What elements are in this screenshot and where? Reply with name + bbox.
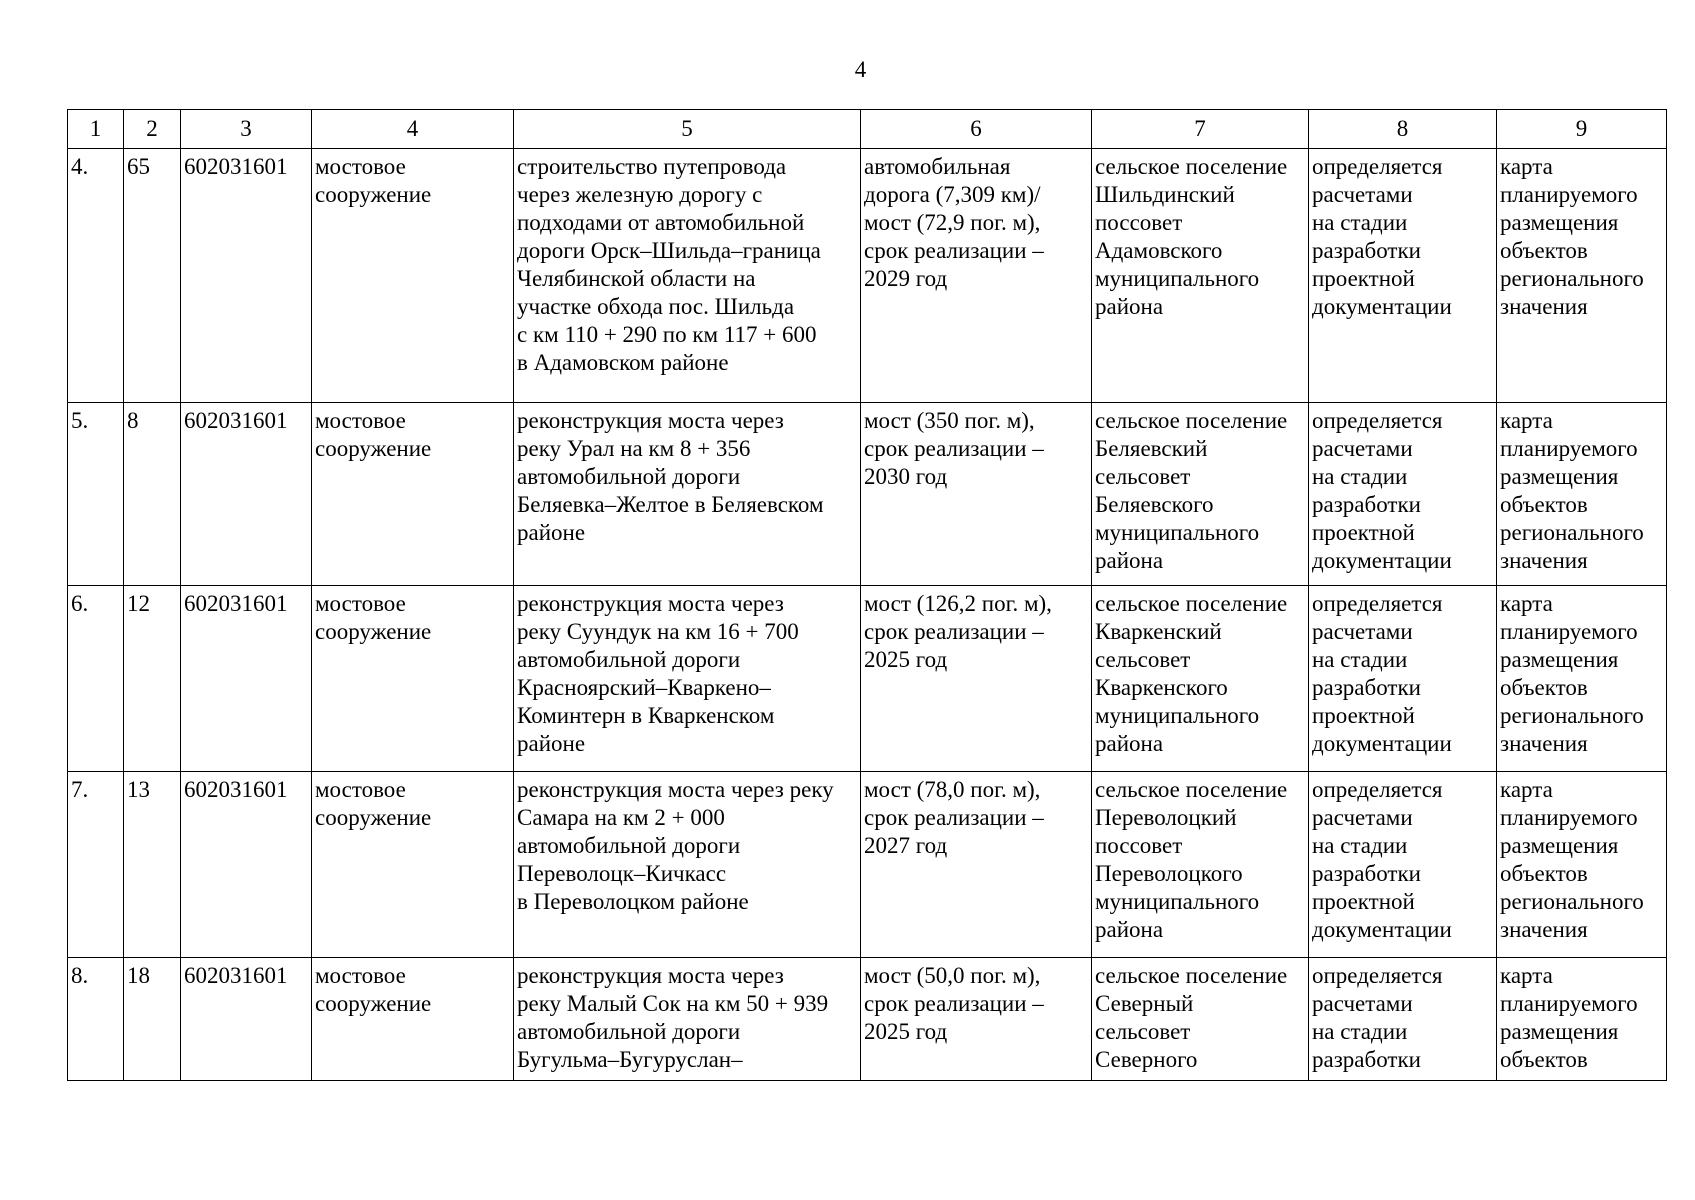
oktmo-code-cell: 602031601 — [181, 958, 312, 1081]
cell-line: расчетами — [1312, 805, 1413, 830]
location-cell — [1092, 772, 1309, 958]
cell-line: реку Суундук на км 16 + 700 — [517, 619, 799, 644]
cell-line: реконструкция моста через — [517, 591, 784, 616]
oktmo-code-cell: 602031601 — [181, 149, 312, 403]
cell-line: расчетами — [1312, 991, 1413, 1016]
column-header-6: 6 — [861, 110, 1092, 149]
cell-line: определяется — [1312, 591, 1443, 616]
map-reference-cell — [1497, 586, 1667, 772]
cell-line: сельсовет — [1095, 647, 1191, 672]
cell-line: 2027 год — [864, 833, 948, 858]
object-type-cell — [312, 958, 514, 1081]
cell-line: Кваркенского — [1095, 675, 1228, 700]
cell-line: карта — [1500, 408, 1553, 433]
cell-line: определяется — [1312, 408, 1443, 433]
cell-line: сельское поселение — [1095, 777, 1288, 802]
cell-line: Беляевского — [1095, 492, 1214, 517]
cell-line: разработки — [1312, 675, 1421, 700]
cell-line: реконструкция моста через — [517, 963, 784, 988]
cell-line: документации — [1312, 731, 1452, 756]
cell-line: участке обхода пос. Шильда — [517, 294, 795, 319]
cell-line: расчетами — [1312, 182, 1413, 207]
cell-line: муниципального — [1095, 520, 1260, 545]
cell-line: планируемого — [1500, 805, 1638, 830]
cell-line: регионального — [1500, 266, 1644, 291]
row-number-cell: 4. — [68, 149, 124, 403]
cell-line: размещения — [1500, 647, 1619, 672]
cell-line: документации — [1312, 294, 1452, 319]
cell-line: строительство путепровода — [517, 154, 787, 179]
object-description-cell — [514, 403, 861, 586]
cell-line: района — [1095, 548, 1164, 573]
row-number-cell: 6. — [68, 586, 124, 772]
cell-line: Шильдинский — [1095, 182, 1235, 207]
cell-line: срок реализации – — [864, 436, 1044, 461]
cell-line: района — [1095, 731, 1164, 756]
cell-line: муниципального — [1095, 889, 1260, 914]
cell-line: Самара на км 2 + 000 — [517, 805, 725, 830]
cell-line: документации — [1312, 548, 1452, 573]
item-code-cell: 65 — [124, 149, 181, 403]
cell-line: размещения — [1500, 1019, 1619, 1044]
characteristics-cell — [861, 403, 1092, 586]
cell-line: мостовое — [315, 408, 406, 433]
characteristics-cell — [861, 772, 1092, 958]
cell-line: разработки — [1312, 1047, 1421, 1072]
cell-line: Коминтерн в Кваркенском — [517, 703, 775, 728]
cell-line: регионального — [1500, 703, 1644, 728]
cell-line: реку Малый Сок на км 50 + 939 — [517, 991, 829, 1016]
cell-line: мостовое — [315, 154, 406, 179]
column-header-3: 3 — [181, 110, 312, 149]
cell-line: 2030 год — [864, 464, 948, 489]
table-row — [68, 586, 1667, 772]
cell-line: районе — [517, 520, 586, 545]
cell-line: сельсовет — [1095, 1019, 1191, 1044]
column-header-7: 7 — [1092, 110, 1309, 149]
item-code-cell: 12 — [124, 586, 181, 772]
cell-line: мостовое — [315, 777, 406, 802]
characteristics-cell — [861, 586, 1092, 772]
cell-line: документации — [1312, 917, 1452, 942]
cell-line: сельское поселение — [1095, 408, 1288, 433]
cell-line: Челябинской области на — [517, 266, 756, 291]
cell-line: определяется — [1312, 963, 1443, 988]
cell-line: Переволоцкого — [1095, 861, 1243, 886]
cell-line: реку Урал на км 8 + 356 — [517, 436, 751, 461]
item-code-cell: 13 — [124, 772, 181, 958]
cell-line: срок реализации – — [864, 805, 1044, 830]
cell-line: объектов — [1500, 675, 1588, 700]
cell-line: проектной — [1312, 889, 1415, 914]
cell-line: сельское поселение — [1095, 154, 1288, 179]
table-header-row — [68, 110, 1667, 149]
cell-line: реконструкция моста через — [517, 408, 784, 433]
cell-line: Бугульма–Бугуруслан– — [517, 1047, 743, 1072]
cell-line: разработки — [1312, 492, 1421, 517]
cell-line: с км 110 + 290 по км 117 + 600 — [517, 322, 817, 347]
cell-line: карта — [1500, 591, 1553, 616]
cell-line: мост (350 пог. м), — [864, 408, 1035, 433]
cell-line: в Переволоцком районе — [517, 889, 749, 914]
cell-line: Красноярский–Кваркено– — [517, 675, 771, 700]
column-header-4: 4 — [312, 110, 514, 149]
protection-zone-cell — [1309, 149, 1497, 403]
cell-line: дорога (7,309 км)/ — [864, 182, 1041, 207]
cell-line: размещения — [1500, 464, 1619, 489]
cell-line: Беляевский — [1095, 436, 1208, 461]
oktmo-code-cell: 602031601 — [181, 772, 312, 958]
cell-line: районе — [517, 731, 586, 756]
cell-line: мост (50,0 пог. м), — [864, 963, 1041, 988]
cell-line: карта — [1500, 963, 1553, 988]
object-description-cell — [514, 586, 861, 772]
map-reference-cell — [1497, 958, 1667, 1081]
cell-line: района — [1095, 294, 1164, 319]
cell-line: автомобильной дороги — [517, 464, 741, 489]
table-row — [68, 403, 1667, 586]
cell-line: дороги Орск–Шильда–граница — [517, 238, 821, 263]
cell-line: 2025 год — [864, 1019, 948, 1044]
page-number — [0, 56, 1695, 84]
object-type-cell — [312, 403, 514, 586]
cell-line: 2025 год — [864, 647, 948, 672]
object-type-cell — [312, 149, 514, 403]
location-cell — [1092, 958, 1309, 1081]
protection-zone-cell — [1309, 772, 1497, 958]
cell-line: срок реализации – — [864, 991, 1044, 1016]
cell-line: Адамовского — [1095, 238, 1223, 263]
cell-line: на стадии — [1312, 464, 1408, 489]
cell-line: автомобильной дороги — [517, 833, 741, 858]
registry-table — [67, 109, 1667, 1081]
object-description-cell — [514, 772, 861, 958]
cell-line: значения — [1500, 548, 1588, 573]
page-number-text: 4 — [854, 57, 867, 82]
map-reference-cell — [1497, 403, 1667, 586]
cell-line: размещения — [1500, 833, 1619, 858]
cell-line: Северного — [1095, 1047, 1198, 1072]
cell-line: мост (126,2 пог. м), — [864, 591, 1052, 616]
location-cell — [1092, 403, 1309, 586]
cell-line: района — [1095, 917, 1164, 942]
cell-line: регионального — [1500, 889, 1644, 914]
cell-line: мост (78,0 пог. м), — [864, 777, 1041, 802]
object-description-cell — [514, 149, 861, 403]
cell-line: разработки — [1312, 861, 1421, 886]
cell-line: расчетами — [1312, 436, 1413, 461]
cell-line: сооружение — [315, 182, 432, 207]
characteristics-cell — [861, 149, 1092, 403]
item-code-cell: 18 — [124, 958, 181, 1081]
cell-line: объектов — [1500, 1047, 1588, 1072]
cell-line: на стадии — [1312, 210, 1408, 235]
cell-line: карта — [1500, 777, 1553, 802]
table-body — [68, 149, 1667, 1081]
cell-line: подходами от автомобильной — [517, 210, 805, 235]
location-cell — [1092, 586, 1309, 772]
cell-line: Переволоцк–Кичкасс — [517, 861, 727, 886]
cell-line: сооружение — [315, 436, 432, 461]
cell-line: автомобильной дороги — [517, 647, 741, 672]
cell-line: значения — [1500, 731, 1588, 756]
cell-line: сельское поселение — [1095, 591, 1288, 616]
cell-line: Беляевка–Желтое в Беляевском — [517, 492, 824, 517]
cell-line: расчетами — [1312, 619, 1413, 644]
cell-line: определяется — [1312, 154, 1443, 179]
item-code-cell: 8 — [124, 403, 181, 586]
cell-line: проектной — [1312, 520, 1415, 545]
characteristics-cell — [861, 958, 1092, 1081]
object-description-cell — [514, 958, 861, 1081]
cell-line: на стадии — [1312, 1019, 1408, 1044]
cell-line: карта — [1500, 154, 1553, 179]
cell-line: регионального — [1500, 520, 1644, 545]
cell-line: муниципального — [1095, 703, 1260, 728]
cell-line: Переволоцкий — [1095, 805, 1237, 830]
cell-line: мост (72,9 пог. м), — [864, 210, 1041, 235]
cell-line: разработки — [1312, 238, 1421, 263]
cell-line: сельсовет — [1095, 464, 1191, 489]
cell-line: автомобильная — [864, 154, 1011, 179]
row-number-cell: 7. — [68, 772, 124, 958]
cell-line: срок реализации – — [864, 619, 1044, 644]
table-row — [68, 149, 1667, 403]
cell-line: объектов — [1500, 238, 1588, 263]
map-reference-cell — [1497, 149, 1667, 403]
cell-line: значения — [1500, 294, 1588, 319]
protection-zone-cell — [1309, 403, 1497, 586]
oktmo-code-cell: 602031601 — [181, 586, 312, 772]
cell-line: планируемого — [1500, 619, 1638, 644]
cell-line: сооружение — [315, 991, 432, 1016]
cell-line: сельское поселение — [1095, 963, 1288, 988]
column-header-1: 1 — [68, 110, 124, 149]
column-header-2: 2 — [124, 110, 181, 149]
cell-line: проектной — [1312, 703, 1415, 728]
cell-line: автомобильной дороги — [517, 1019, 741, 1044]
cell-line: поссовет — [1095, 210, 1183, 235]
cell-line: объектов — [1500, 492, 1588, 517]
row-number-cell: 8. — [68, 958, 124, 1081]
cell-line: поссовет — [1095, 833, 1183, 858]
cell-line: муниципального — [1095, 266, 1260, 291]
cell-line: Северный — [1095, 991, 1194, 1016]
oktmo-code-cell: 602031601 — [181, 403, 312, 586]
protection-zone-cell — [1309, 586, 1497, 772]
cell-line: размещения — [1500, 210, 1619, 235]
cell-line: срок реализации – — [864, 238, 1044, 263]
cell-line: мостовое — [315, 963, 406, 988]
cell-line: сооружение — [315, 805, 432, 830]
cell-line: 2029 год — [864, 266, 948, 291]
protection-zone-cell — [1309, 958, 1497, 1081]
cell-line: через железную дорогу с — [517, 182, 763, 207]
cell-line: Кваркенский — [1095, 619, 1222, 644]
cell-line: определяется — [1312, 777, 1443, 802]
table-row — [68, 772, 1667, 958]
cell-line: значения — [1500, 917, 1588, 942]
object-type-cell — [312, 772, 514, 958]
column-header-9: 9 — [1497, 110, 1667, 149]
cell-line: планируемого — [1500, 436, 1638, 461]
cell-line: проектной — [1312, 266, 1415, 291]
cell-line: реконструкция моста через реку — [517, 777, 834, 802]
location-cell — [1092, 149, 1309, 403]
cell-line: в Адамовском районе — [517, 350, 729, 375]
object-type-cell — [312, 586, 514, 772]
table-row — [68, 958, 1667, 1081]
cell-line: планируемого — [1500, 991, 1638, 1016]
column-header-8: 8 — [1309, 110, 1497, 149]
cell-line: на стадии — [1312, 833, 1408, 858]
row-number-cell: 5. — [68, 403, 124, 586]
column-header-5: 5 — [514, 110, 861, 149]
map-reference-cell — [1497, 772, 1667, 958]
cell-line: мостовое — [315, 591, 406, 616]
cell-line: планируемого — [1500, 182, 1638, 207]
cell-line: на стадии — [1312, 647, 1408, 672]
cell-line: объектов — [1500, 861, 1588, 886]
cell-line: сооружение — [315, 619, 432, 644]
